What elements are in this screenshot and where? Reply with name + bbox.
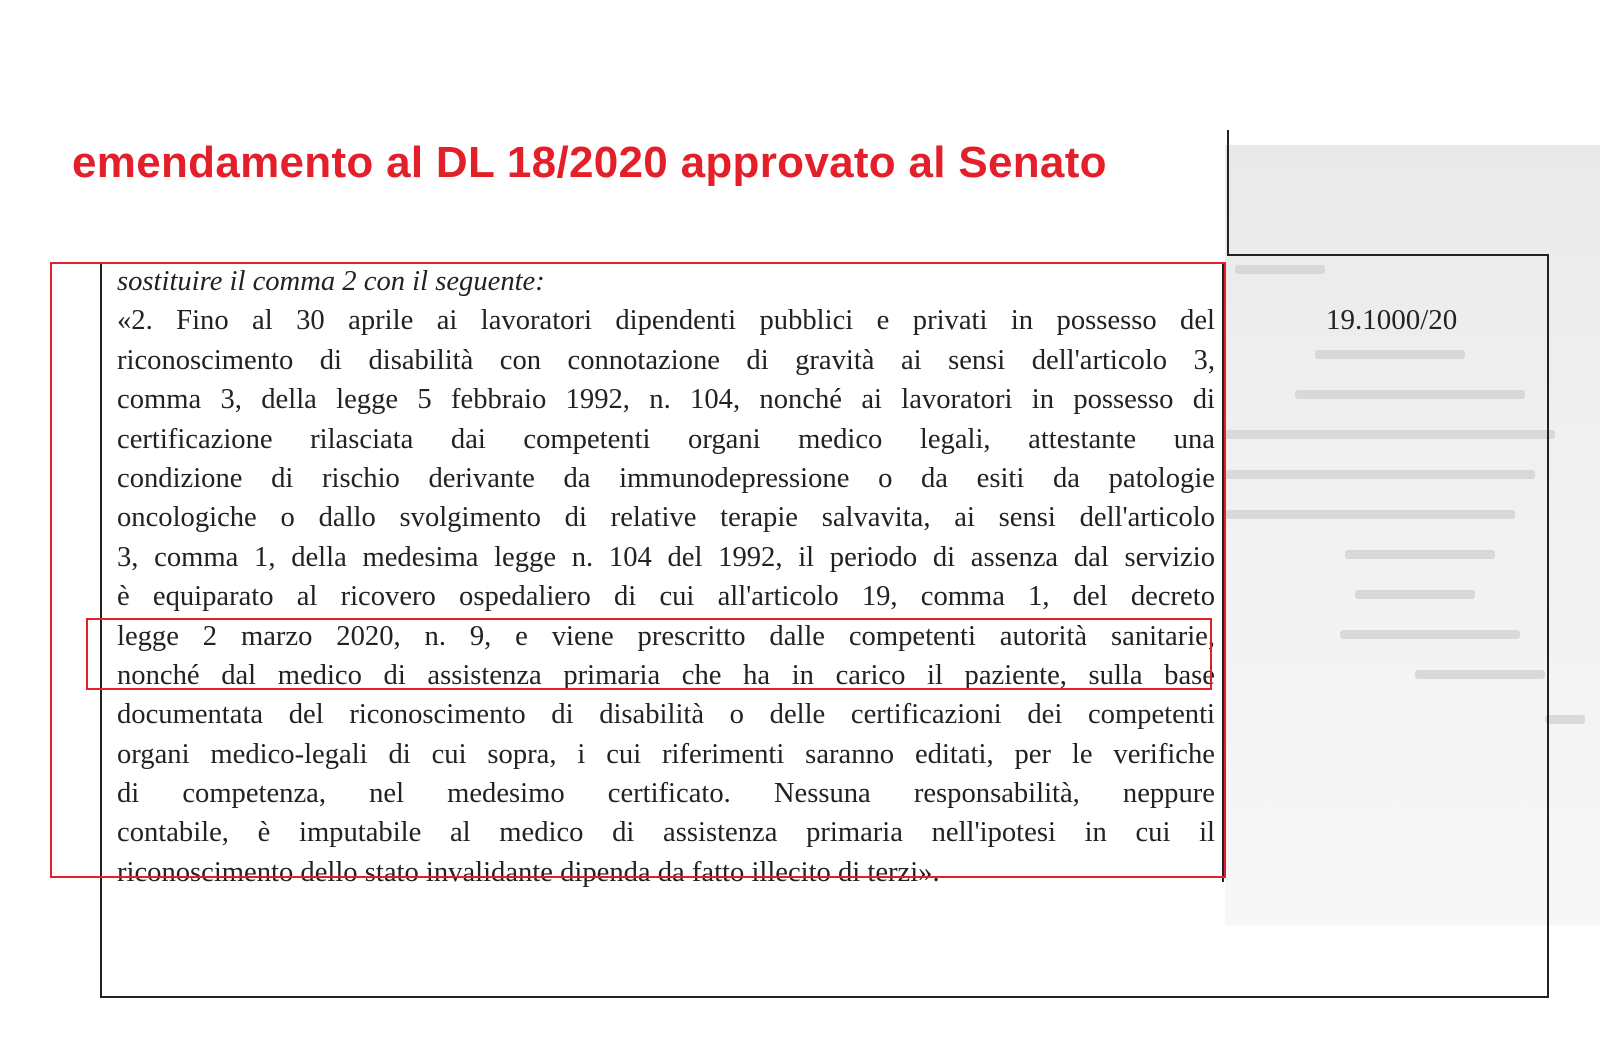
ghost-text-line (1415, 670, 1545, 679)
ghost-text-line (1225, 470, 1535, 479)
text-line: riconoscimento dello stato invalidante dipenda da fatto illecito di terzi». (117, 856, 940, 888)
ghost-text-line (1345, 550, 1495, 559)
amendment-highlight-box (50, 262, 1226, 878)
headline: emendamento al DL 18/2020 approvato al Senato (72, 138, 1107, 187)
ghost-text-line (1225, 510, 1515, 519)
text-line: legge 2 marzo 2020, n. 9, e viene prescritto dalle competenti autorità sanitarie, (117, 620, 1215, 652)
amendment-intro: sostituire il comma 2 con il seguente: (117, 266, 545, 297)
key-passage-highlight-box (86, 618, 1212, 690)
text-line: «2. Fino al 30 aprile ai lavoratori dipendenti pubblici e privati in possesso del (117, 305, 1215, 337)
text-line: è equiparato al ricovero ospedaliero di cui all'articolo 19, comma 1, del decreto (117, 581, 1215, 613)
text-line: nonché dal medico di assistenza primaria che ha in carico il paziente, sulla base (117, 659, 1215, 691)
document-border-bottom (100, 996, 1548, 998)
ghost-text-line (1355, 590, 1475, 599)
ghost-text-line (1225, 430, 1555, 439)
ghost-text-line (1235, 265, 1325, 274)
ghost-text-line (1315, 350, 1465, 359)
text-line: oncologiche o dallo svolgimento di relative terapie salvavita, ai sensi dell'articolo (117, 502, 1215, 534)
text-line: condizione di rischio derivante da immunodepressione o da esiti da patologie (117, 462, 1215, 494)
text-line: di competenza, nel medesimo certificato. Nessuna responsabilità, neppure (117, 778, 1215, 810)
text-line: documentata del riconoscimento di disabilità o delle certificazioni dei competenti (117, 699, 1215, 731)
text-line: comma 3, della legge 5 febbraio 1992, n. 104, nonché ai lavoratori in possesso di (117, 384, 1215, 416)
document-border-divider (1227, 130, 1229, 255)
document-border-top-right (1227, 254, 1549, 256)
document-border-right (1547, 254, 1549, 998)
text-line: certificazione rilasciata dai competenti organi medico legali, attestante una (117, 423, 1215, 455)
reference-code: 19.1000/20 (1326, 304, 1458, 336)
text-line: 3, comma 1, della medesima legge n. 104 del 1992, il periodo di assenza dal servizio (117, 541, 1215, 573)
ghost-text-line (1295, 390, 1525, 399)
ghost-text-line (1545, 715, 1585, 724)
background-page-shadow (1225, 145, 1600, 925)
text-line: riconoscimento di disabilità con connotazione di gravità ai sensi dell'articolo 3, (117, 344, 1215, 376)
text-line: organi medico-legali di cui sopra, i cui riferimenti saranno editati, per le verifiche (117, 738, 1215, 770)
ghost-text-line (1340, 630, 1520, 639)
text-line: contabile, è imputabile al medico di assistenza primaria nell'ipotesi in cui il (117, 817, 1215, 849)
